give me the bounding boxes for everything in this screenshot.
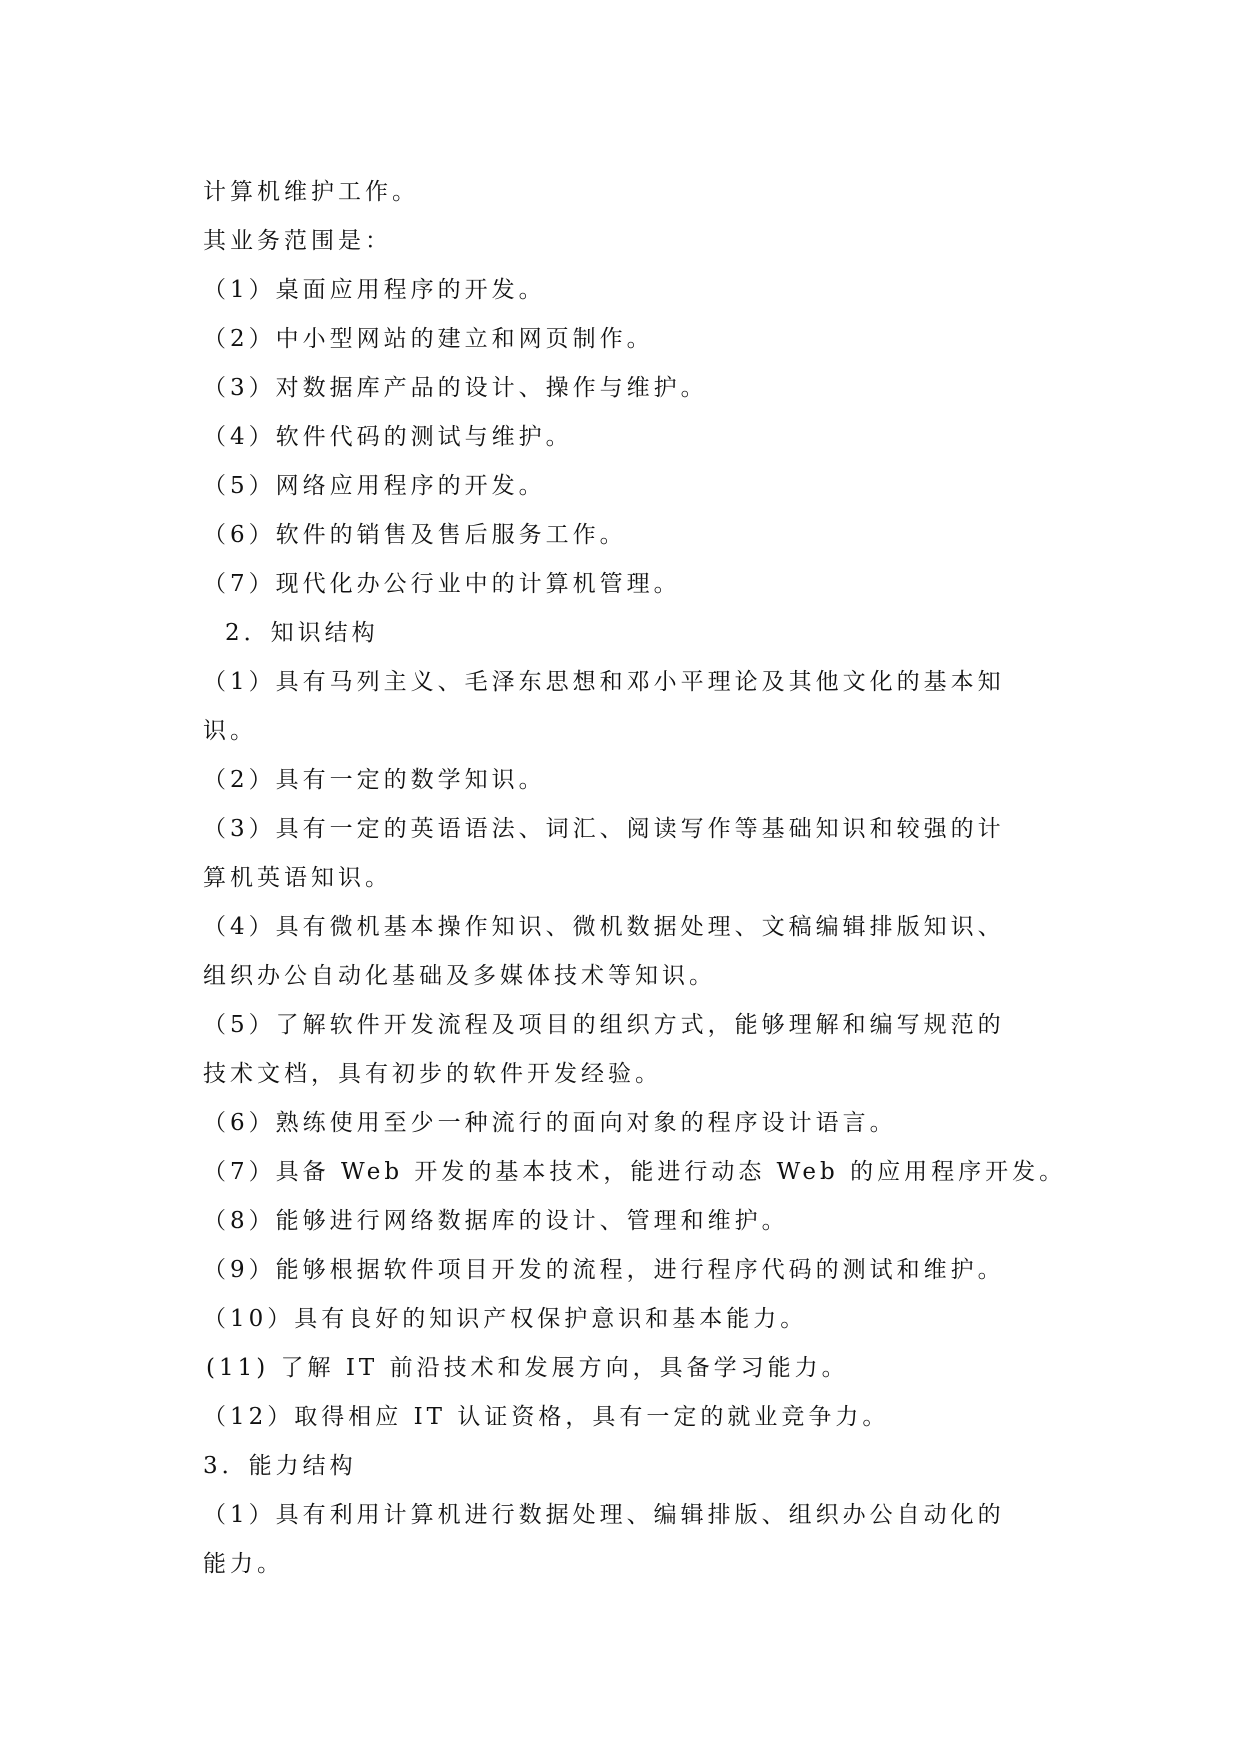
list-item: （9）能够根据软件项目开发的流程，进行程序代码的测试和维护。	[203, 1257, 1005, 1283]
list-item-continuation: 技术文档，具有初步的软件开发经验。	[203, 1061, 662, 1087]
list-item: （12）取得相应 IT 认证资格，具有一定的就业竞争力。	[203, 1404, 890, 1430]
section-heading: 2．知识结构	[225, 620, 379, 646]
paragraph-line: 计算机维护工作。	[203, 179, 419, 205]
section-heading: 3．能力结构	[203, 1453, 357, 1479]
list-item: （4）软件代码的测试与维护。	[203, 424, 573, 450]
list-item: （5）了解软件开发流程及项目的组织方式，能够理解和编写规范的	[203, 1012, 1005, 1038]
list-item-continuation: 算机英语知识。	[203, 865, 392, 891]
list-item: （3）对数据库产品的设计、操作与维护。	[203, 375, 708, 401]
list-item-continuation: 组织办公自动化基础及多媒体技术等知识。	[203, 963, 716, 989]
list-item: （2）中小型网站的建立和网页制作。	[203, 326, 654, 352]
document-body	[203, 168, 1067, 1589]
list-item: （3）具有一定的英语语法、词汇、阅读写作等基础知识和较强的计	[203, 816, 1005, 842]
list-item: （6）软件的销售及售后服务工作。	[203, 522, 627, 548]
list-item: （5）网络应用程序的开发。	[203, 473, 546, 499]
list-item: （8）能够进行网络数据库的设计、管理和维护。	[203, 1208, 789, 1234]
list-item-continuation: 能力。	[203, 1551, 284, 1577]
list-item: （6）熟练使用至少一种流行的面向对象的程序设计语言。	[203, 1110, 897, 1136]
list-item: （1）具有利用计算机进行数据处理、编辑排版、组织办公自动化的	[203, 1502, 1005, 1528]
list-item: （10）具有良好的知识产权保护意识和基本能力。	[203, 1306, 808, 1332]
list-item: （2）具有一定的数学知识。	[203, 767, 546, 793]
list-item-continuation: 识。	[203, 718, 257, 744]
list-item: （4）具有微机基本操作知识、微机数据处理、文稿编辑排版知识、	[203, 914, 1005, 940]
list-item: （1）具有马列主义、毛泽东思想和邓小平理论及其他文化的基本知	[203, 669, 1005, 695]
list-item: （1）桌面应用程序的开发。	[203, 277, 546, 303]
list-item: （7）现代化办公行业中的计算机管理。	[203, 571, 681, 597]
list-item: (11) 了解 IT 前沿技术和发展方向，具备学习能力。	[206, 1355, 849, 1381]
paragraph-line: 其业务范围是：	[203, 228, 392, 254]
list-item: （7）具备 Web 开发的基本技术，能进行动态 Web 的应用程序开发。	[203, 1159, 1067, 1185]
